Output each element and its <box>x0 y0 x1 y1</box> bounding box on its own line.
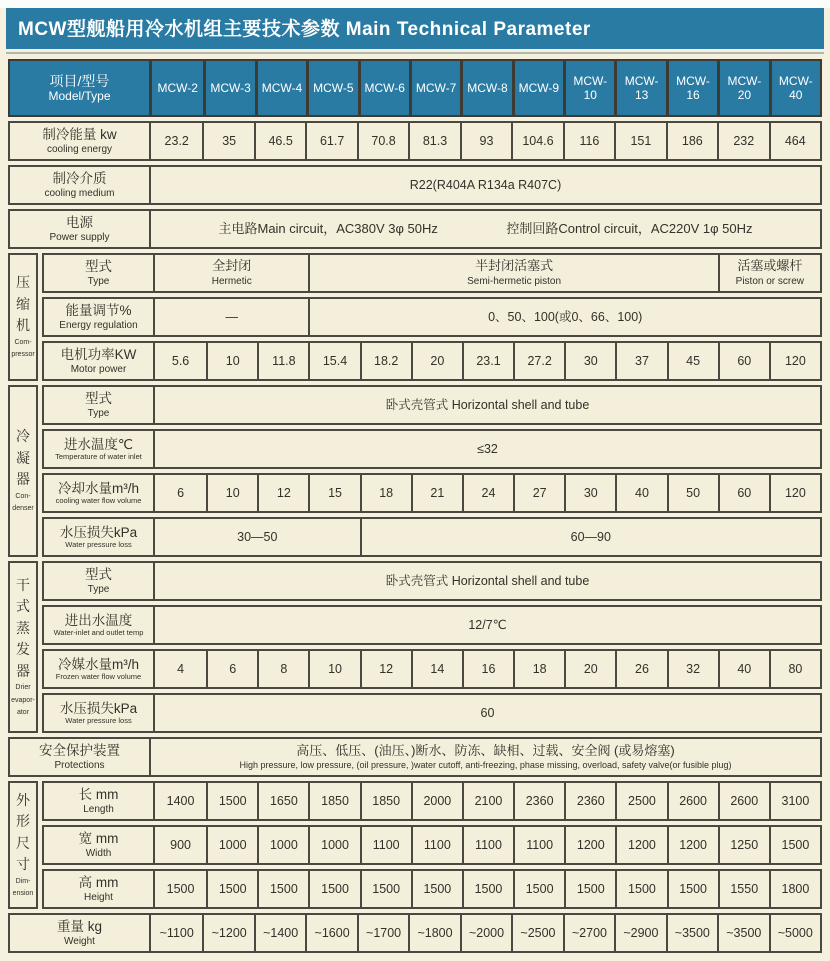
section-strip-en: Dim- <box>15 877 31 885</box>
cell-length: 2600 <box>718 783 769 819</box>
cell-chilled-water-flow: 6 <box>206 651 257 687</box>
cell-motor-power: 60 <box>718 343 769 379</box>
row-cells <box>155 651 820 687</box>
cell-motor-power: 30 <box>564 343 615 379</box>
cell-model-header: MCW-20 <box>717 61 768 115</box>
cell-cooling-water-flow: 30 <box>564 475 615 511</box>
section-group <box>8 737 822 777</box>
section-strip-char: 器 <box>16 471 30 488</box>
cell-chilled-water-flow: 8 <box>257 651 308 687</box>
cell-weight: ~1700 <box>357 915 408 951</box>
section-rows <box>42 253 822 381</box>
cell-model-header: MCW-13 <box>614 61 665 115</box>
row-label-cn: 高 mm <box>78 875 119 891</box>
cell-height: 1500 <box>360 871 411 907</box>
condenser-pressure-loss-label <box>44 519 155 555</box>
cell-cn: 全封闭 <box>212 258 252 274</box>
section-strip-char: 器 <box>16 662 30 679</box>
section-group <box>8 253 822 381</box>
cell-motor-power: 20 <box>411 343 462 379</box>
row-label-en: Model/Type <box>48 88 111 103</box>
section-strip-en: evapor- <box>11 696 35 704</box>
cell-cooling-water-flow: 12 <box>257 475 308 511</box>
row-label-en: Motor power <box>70 363 127 375</box>
cell-cooling-water-flow: 18 <box>360 475 411 511</box>
cell-cooling-energy: 93 <box>460 123 511 159</box>
section-strip-en: ator <box>16 708 30 716</box>
cell-en: Semi-hermetic piston <box>467 275 562 287</box>
section-strip-char: 凝 <box>16 449 30 466</box>
section-strip-char: 尺 <box>16 834 30 851</box>
cell-length: 2000 <box>411 783 462 819</box>
cell-weight: ~1800 <box>408 915 459 951</box>
row-cells <box>155 827 820 863</box>
row-label-cn: 型式 <box>85 567 112 583</box>
row-cells <box>155 607 820 643</box>
row-label-en: Protections <box>54 759 105 771</box>
row-label-cn: 电源 <box>66 215 93 231</box>
row-cells <box>151 739 820 775</box>
cell-motor-power: 45 <box>667 343 718 379</box>
row-label-cn: 进水温度℃ <box>63 436 134 452</box>
cell-condenser-type: 卧式壳管式 Horizontal shell and tube <box>385 397 590 412</box>
cell-width: 1200 <box>564 827 615 863</box>
cell-cooling-water-flow: 24 <box>462 475 513 511</box>
cell-cooling-water-flow: 10 <box>206 475 257 511</box>
row-label-cn: 安全保护装置 <box>39 743 120 759</box>
cooling-water-flow-label <box>44 475 155 511</box>
row-condenser-type <box>42 385 822 425</box>
section-strip-char: 缩 <box>16 295 30 312</box>
cell-motor-power: 10 <box>206 343 257 379</box>
page-top-margin <box>0 0 830 8</box>
cell-height: 1500 <box>257 871 308 907</box>
cell-model-header: MCW-4 <box>255 61 306 115</box>
spec-table <box>0 56 830 961</box>
row-label-en: Temperature of water inlet <box>55 452 142 462</box>
row-cells <box>155 563 820 599</box>
row-label-en: Length <box>83 803 114 815</box>
row-label-cn: 型式 <box>85 259 112 275</box>
cell-en: Hermetic <box>211 275 252 287</box>
row-label-en: Type <box>87 583 110 595</box>
cell-width: 1000 <box>308 827 359 863</box>
row-cells <box>155 343 820 379</box>
section-group <box>8 121 822 161</box>
cell-weight: ~5000 <box>769 915 820 951</box>
cell-length: 1650 <box>257 783 308 819</box>
row-label-cn: 水压损失kPa <box>59 524 138 540</box>
cell-model-header: MCW-9 <box>512 61 563 115</box>
cell-chilled-water-flow: 18 <box>513 651 564 687</box>
cell-height: 1500 <box>667 871 718 907</box>
section-strip-en: pressor <box>11 351 35 359</box>
row-label-en: cooling water flow volume <box>55 496 142 506</box>
cell-motor-power: 5.6 <box>171 353 190 368</box>
cell-height: 1550 <box>718 871 769 907</box>
cell-evaporator-pressure-loss: 60 <box>480 705 495 720</box>
row-label-en: Water pressure loss <box>65 540 132 550</box>
section-group <box>8 913 822 953</box>
cell-height: 1500 <box>564 871 615 907</box>
cell-part: 控制回路Control circuit，AC220V 1φ 50Hz <box>506 221 753 237</box>
row-evaporator-inlet-outlet-temp <box>42 605 822 645</box>
section-group <box>8 59 822 117</box>
cell-model-header: MCW-7 <box>409 61 460 115</box>
cell-protections <box>151 739 820 775</box>
cell-chilled-water-flow: 32 <box>667 651 718 687</box>
cell-model-header: MCW-16 <box>666 61 717 115</box>
section-rows <box>8 121 822 161</box>
cell-en: High pressure, low pressure, (oil pressure, )water cutoff, anti-freezing, phase missing, overload, safety valve(or fusible plug) <box>239 760 732 771</box>
row-label-en: Weight <box>64 935 95 947</box>
row-cells <box>155 475 820 511</box>
cell-cooling-energy: 464 <box>769 123 820 159</box>
row-label-en: Width <box>85 847 112 859</box>
cell-energy-regulation: 0、50、100(或0、66、100) <box>308 299 820 335</box>
cell-weight: ~1200 <box>202 915 253 951</box>
row-label-en: Water pressure loss <box>65 716 132 726</box>
section-strip-char: 压 <box>16 274 30 291</box>
cell-cooling-water-flow: 21 <box>411 475 462 511</box>
cell-height: 1500 <box>462 871 513 907</box>
cooling-medium-label <box>10 167 151 203</box>
row-width <box>42 825 822 865</box>
cell-height: 1500 <box>513 871 564 907</box>
cell-width: 1000 <box>206 827 257 863</box>
cell-length: 1500 <box>206 783 257 819</box>
cell-compressor-type <box>308 255 717 291</box>
cell-condenser-pressure-loss: 30—50 <box>237 529 278 544</box>
protections-label <box>10 739 151 775</box>
cell-power-supply <box>151 211 820 247</box>
section-strip-char: 机 <box>16 317 30 334</box>
section-strip-char: 寸 <box>16 856 30 873</box>
row-label-cn: 冷却水量m³/h <box>58 480 139 496</box>
section-rows <box>8 209 822 249</box>
cell-length: 3100 <box>769 783 820 819</box>
row-label-en: Energy regulation <box>59 319 138 331</box>
cell-chilled-water-flow: 12 <box>360 651 411 687</box>
cell-weight: ~2000 <box>460 915 511 951</box>
section-strip <box>8 781 38 909</box>
cell-motor-power: 37 <box>615 343 666 379</box>
cell-condenser-inlet-temp: ≤32 <box>477 441 498 456</box>
cell-weight: ~1100 <box>159 925 194 940</box>
row-label-cn: 能量调节% <box>65 303 132 319</box>
section-group <box>8 781 822 909</box>
row-height <box>42 869 822 909</box>
row-label-en: Type <box>87 407 110 419</box>
cell-cooling-water-flow: 120 <box>769 475 820 511</box>
row-cells <box>151 123 820 159</box>
cell-length: 2100 <box>462 783 513 819</box>
section-rows <box>42 385 822 557</box>
row-label-cn: 制冷能量 kw <box>42 127 117 143</box>
height-label <box>44 871 155 907</box>
cell-width: 1100 <box>513 827 564 863</box>
cell-chilled-water-flow: 16 <box>462 651 513 687</box>
row-model-header <box>8 59 822 117</box>
row-cooling-water-flow <box>42 473 822 513</box>
cell-model-header: MCW-6 <box>358 61 409 115</box>
cell-length: 2500 <box>615 783 666 819</box>
cell-cooling-water-flow: 40 <box>615 475 666 511</box>
cell-length: 2360 <box>564 783 615 819</box>
section-strip-char: 外 <box>16 791 30 808</box>
row-cells <box>155 519 820 555</box>
cell-cooling-energy: 186 <box>666 123 717 159</box>
row-motor-power <box>42 341 822 381</box>
weight-label <box>10 915 151 951</box>
cell-cooling-energy: 116 <box>563 123 614 159</box>
cell-en: Piston or screw <box>735 275 805 287</box>
evaporator-type-label <box>44 563 155 599</box>
cell-cooling-water-flow: 27 <box>513 475 564 511</box>
chilled-water-flow-label <box>44 651 155 687</box>
cell-cooling-energy: 35 <box>202 123 253 159</box>
cell-compressor-type <box>718 255 820 291</box>
row-evaporator-pressure-loss <box>42 693 822 733</box>
cell-length: 1850 <box>308 783 359 819</box>
row-label-cn: 重量 kg <box>56 919 102 935</box>
row-label-en: Water-inlet and outlet temp <box>53 628 144 638</box>
cell-cn: 活塞或螺杆 <box>737 258 803 274</box>
cell-height: 1500 <box>206 871 257 907</box>
row-cells <box>155 431 820 467</box>
section-strip-en: denser <box>12 505 34 513</box>
cell-condenser-pressure-loss: 60—90 <box>360 519 820 555</box>
row-label-en: cooling energy <box>46 143 113 155</box>
section-rows <box>42 561 822 733</box>
row-condenser-inlet-temp <box>42 429 822 469</box>
row-cells <box>151 167 820 203</box>
cell-evaporator-type: 卧式壳管式 Horizontal shell and tube <box>385 573 590 588</box>
cell-chilled-water-flow: 26 <box>615 651 666 687</box>
cell-width: 1000 <box>257 827 308 863</box>
row-cooling-medium <box>8 165 822 205</box>
section-strip-en: Con- <box>15 492 31 500</box>
cell-model-header: MCW-40 <box>769 61 820 115</box>
section-strip-char: 干 <box>16 576 30 593</box>
cell-length: 2360 <box>513 783 564 819</box>
row-label-cn: 水压损失kPa <box>59 700 138 716</box>
cell-width: 1500 <box>769 827 820 863</box>
condenser-type-label <box>44 387 155 423</box>
cell-model-header: MCW-10 <box>563 61 614 115</box>
cell-chilled-water-flow: 14 <box>411 651 462 687</box>
width-label <box>44 827 155 863</box>
cell-model-header: MCW-3 <box>203 61 254 115</box>
cell-length: 2600 <box>667 783 718 819</box>
cell-cooling-energy: 46.5 <box>254 123 305 159</box>
cell-cooling-energy: 104.6 <box>511 123 562 159</box>
cell-cooling-energy: 70.8 <box>357 123 408 159</box>
section-rows <box>8 737 822 777</box>
evaporator-inlet-outlet-temp-label <box>44 607 155 643</box>
cell-model-header: MCW-8 <box>460 61 511 115</box>
cell-cooling-energy: 61.7 <box>305 123 356 159</box>
row-label-cn: 冷媒水量m³/h <box>58 656 139 672</box>
row-label-cn: 项目/型号 <box>49 72 110 89</box>
cell-motor-power: 23.1 <box>462 343 513 379</box>
cell-model-header: MCW-2 <box>157 80 198 95</box>
section-strip <box>8 253 38 381</box>
cell-cooling-energy: 151 <box>614 123 665 159</box>
cell-width: 1250 <box>718 827 769 863</box>
section-rows <box>42 781 822 909</box>
cell-chilled-water-flow: 4 <box>177 661 185 676</box>
cell-evaporator-inlet-outlet-temp: 12/7℃ <box>468 617 507 632</box>
row-protections <box>8 737 822 777</box>
cell-compressor-type <box>155 255 308 291</box>
cell-weight: ~2500 <box>511 915 562 951</box>
cell-cooling-water-flow: 50 <box>667 475 718 511</box>
cell-cooling-energy: 81.3 <box>408 123 459 159</box>
cell-cooling-medium: R22(R404A R134a R407C) <box>409 177 562 192</box>
row-cells <box>151 915 820 951</box>
cell-cn: 高压、低压、(油压、)断水、防冻、缺相、过载、安全阀 (或易熔塞) <box>296 742 675 758</box>
cell-height: 1500 <box>166 881 195 896</box>
cell-width: 1200 <box>615 827 666 863</box>
cell-motor-power: 120 <box>769 343 820 379</box>
cell-motor-power: 15.4 <box>308 343 359 379</box>
compressor-type-label <box>44 255 155 291</box>
section-strip-en: Drier <box>15 684 31 692</box>
section-strip-char: 发 <box>16 641 30 658</box>
row-label-cn: 长 mm <box>78 787 119 803</box>
section-strip-char: 蒸 <box>16 619 30 636</box>
cell-width: 1200 <box>667 827 718 863</box>
row-label-en: Frozen water flow volume <box>55 672 142 682</box>
row-cooling-energy <box>8 121 822 161</box>
cooling-energy-label <box>10 123 151 159</box>
page-title: MCW型舰船用冷水机组主要技术参数 Main Technical Parameter <box>6 8 824 49</box>
row-label-en: Height <box>84 891 113 903</box>
cell-cn: 半封闭活塞式 <box>475 258 554 274</box>
section-strip <box>8 561 38 733</box>
cell-weight: ~1400 <box>254 915 305 951</box>
cell-weight: ~3500 <box>717 915 768 951</box>
cell-chilled-water-flow: 20 <box>564 651 615 687</box>
row-length <box>42 781 822 821</box>
cell-chilled-water-flow: 40 <box>718 651 769 687</box>
row-chilled-water-flow <box>42 649 822 689</box>
cell-cooling-water-flow: 15 <box>308 475 359 511</box>
section-strip-char: 式 <box>16 598 30 615</box>
cell-height: 1500 <box>411 871 462 907</box>
row-cells <box>155 255 820 291</box>
cell-model-header: MCW-5 <box>306 61 357 115</box>
row-cells <box>155 871 820 907</box>
evaporator-pressure-loss-label <box>44 695 155 731</box>
row-cells <box>155 783 820 819</box>
section-group <box>8 209 822 249</box>
condenser-inlet-temp-label <box>44 431 155 467</box>
cell-weight: ~2700 <box>563 915 614 951</box>
cell-part: 主电路Main circuit，AC380V 3φ 50Hz <box>218 221 438 237</box>
cell-width: 1100 <box>360 827 411 863</box>
cell-cooling-energy: 232 <box>717 123 768 159</box>
cell-chilled-water-flow: 10 <box>308 651 359 687</box>
row-label-cn: 制冷介质 <box>52 171 107 187</box>
row-evaporator-type <box>42 561 822 601</box>
row-cells <box>155 695 820 731</box>
cell-cooling-energy: 23.2 <box>164 133 189 148</box>
motor-power-label <box>44 343 155 379</box>
section-rows <box>8 59 822 117</box>
cell-height: 1500 <box>615 871 666 907</box>
row-label-en: Type <box>87 275 110 287</box>
section-strip-en: Com- <box>14 338 32 346</box>
cell-weight: ~2900 <box>614 915 665 951</box>
power-supply-label <box>10 211 151 247</box>
row-label-cn: 电机功率KW <box>60 347 137 363</box>
section-strip-en: ension <box>12 890 34 897</box>
row-label-en: Power supply <box>49 231 110 243</box>
cell-width: 900 <box>170 837 191 852</box>
cell-length: 1850 <box>360 783 411 819</box>
section-strip-char: 形 <box>16 813 30 830</box>
section-rows <box>8 913 822 953</box>
section-group <box>8 385 822 557</box>
row-compressor-type <box>42 253 822 293</box>
cell-energy-regulation: — <box>225 309 238 324</box>
section-rows <box>8 165 822 205</box>
cell-motor-power: 27.2 <box>513 343 564 379</box>
row-cells <box>155 387 820 423</box>
row-energy-regulation <box>42 297 822 337</box>
section-strip <box>8 385 38 557</box>
cell-cooling-water-flow: 6 <box>177 485 185 500</box>
cell-length: 1400 <box>166 793 195 808</box>
cell-width: 1100 <box>411 827 462 863</box>
cell-motor-power: 11.8 <box>257 343 308 379</box>
row-label-cn: 型式 <box>85 391 112 407</box>
section-group <box>8 561 822 733</box>
cell-motor-power: 18.2 <box>360 343 411 379</box>
row-cells <box>155 299 820 335</box>
row-cells <box>151 211 820 247</box>
cell-width: 1100 <box>462 827 513 863</box>
cell-chilled-water-flow: 80 <box>769 651 820 687</box>
row-weight <box>8 913 822 953</box>
length-label <box>44 783 155 819</box>
row-label-cn: 宽 mm <box>78 831 119 847</box>
row-condenser-pressure-loss <box>42 517 822 557</box>
cell-height: 1500 <box>308 871 359 907</box>
section-strip-char: 冷 <box>16 428 30 445</box>
row-label-en: cooling medium <box>44 187 115 199</box>
cell-cooling-water-flow: 60 <box>718 475 769 511</box>
cell-height: 1800 <box>769 871 820 907</box>
energy-regulation-label <box>44 299 155 335</box>
row-label-cn: 进出水温度 <box>64 612 133 628</box>
title-divider <box>6 52 824 54</box>
cell-weight: ~1600 <box>305 915 356 951</box>
row-cells <box>152 61 820 115</box>
cell-weight: ~3500 <box>666 915 717 951</box>
model-header-label <box>10 61 152 115</box>
section-group <box>8 165 822 205</box>
row-power-supply <box>8 209 822 249</box>
